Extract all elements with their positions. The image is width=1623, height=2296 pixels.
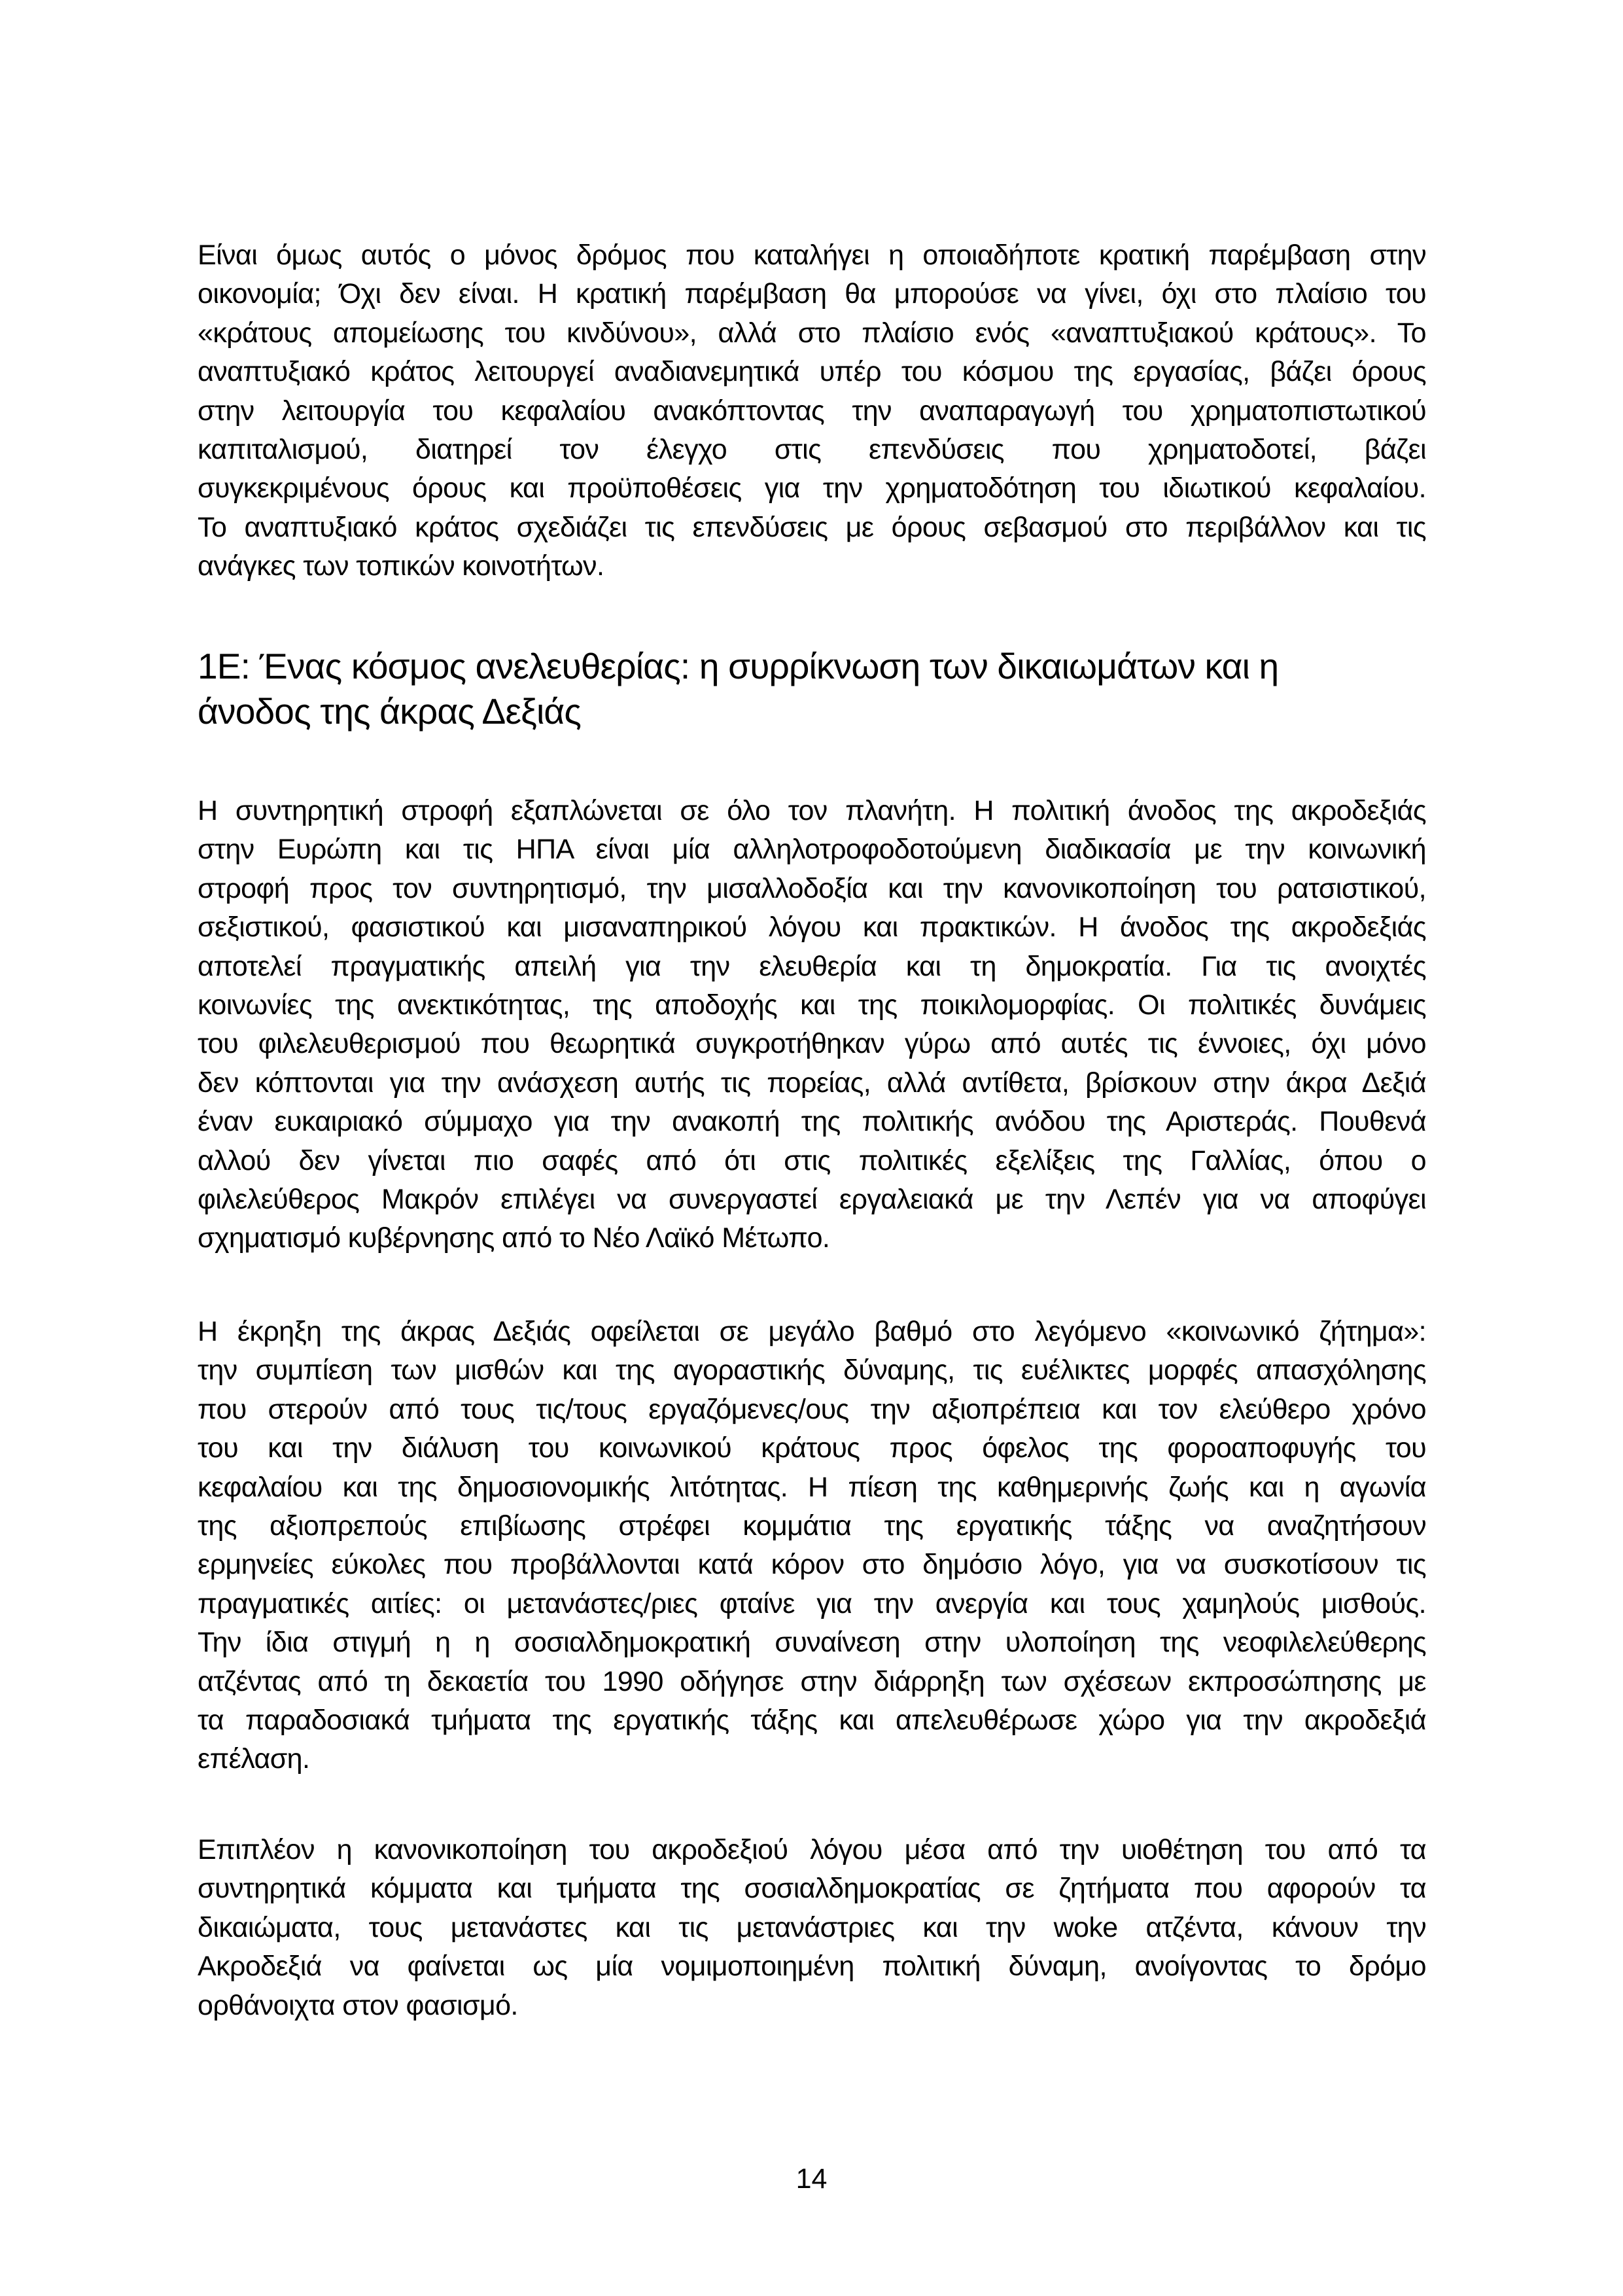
text-line: ανάγκες των τοπικών κοινοτήτων.: [198, 550, 604, 582]
text-line: Το αναπτυξιακό κράτος σχεδιάζει τις επενδύσεις με όρους σεβασμού στο περιβάλλον και τις: [198, 511, 1426, 543]
text-line: Την ίδια στιγμή η η σοσιαλδημοκρατική συναίνεση στην υλοποίηση της νεοφιλελεύθερης: [198, 1627, 1426, 1659]
text-line: αναπτυξιακό κράτος λειτουργεί αναδιανεμητικά υπέρ του κόσμου της εργασίας, βάζει όρους: [198, 356, 1426, 388]
text-line: κεφαλαίου και της δημοσιονομικής λιτότητας. Η πίεση της καθημερινής ζωής και η αγωνία: [198, 1471, 1426, 1503]
text-line: στροφή προς τον συντηρητισμό, την μισαλλοδοξία και την κανονικοποίηση του ρατσιστικού,: [198, 872, 1426, 904]
text-line: του και την διάλυση του κοινωνικού κράτους προς όφελος της φοροαποφυγής του: [198, 1432, 1426, 1464]
text-line: Η συντηρητική στροφή εξαπλώνεται σε όλο τον πλανήτη. Η πολιτική άνοδος της ακροδεξιάς: [198, 795, 1426, 826]
text-line: Είναι όμως αυτός ο μόνος δρόμος που καταλήγει η οποιαδήποτε κρατική παρέμβαση στην: [198, 239, 1426, 271]
text-line: έναν ευκαιριακό σύμμαχο για την ανακοπή της πολιτικής ανόδου της Αριστεράς. Πουθενά: [198, 1106, 1426, 1138]
text-line: αποτελεί πραγματικής απειλή για την ελευθερία και τη δημοκρατία. Για τις ανοιχτές: [198, 950, 1426, 982]
paragraph-social-question: [198, 1313, 1426, 1779]
text-line: τα παραδοσιακά τμήματα της εργατικής τάξης και απελευθέρωσε χώρο για την ακροδεξιά: [198, 1704, 1426, 1736]
paragraph-developmental-state: [198, 236, 1426, 586]
text-line: που στερούν από τους τις/τους εργαζόμενες/ους την αξιοπρέπεια και τον ελεύθερο χρόνο: [198, 1393, 1426, 1425]
text-line: Επιπλέον η κανονικοποίηση του ακροδεξιού λόγου μέσα από την υιοθέτηση του από τα: [198, 1834, 1426, 1865]
text-line: της αξιοπρεπούς επιβίωσης στρέφει κομμάτια της εργατικής τάξης να αναζητήσουν: [198, 1510, 1426, 1542]
text-line: συντηρητικά κόμματα και τμήματα της σοσιαλδημοκρατίας σε ζητήματα που αφορούν τα: [198, 1873, 1426, 1905]
text-line: του φιλελευθερισμού που θεωρητικά συγκροτήθηκαν γύρω από αυτές τις έννοιες, όχι μόνο: [198, 1028, 1426, 1060]
text-line: δεν κόπτονται για την ανάσχεση αυτής τις πορείας, αλλά αντίθετα, βρίσκουν στην άκρα Δεξιά: [198, 1067, 1426, 1099]
heading-line: 1Ε: Ένας κόσμος ανελευθερίας: η συρρίκνωση των δικαιωμάτων και η: [198, 646, 1279, 686]
text-line: δικαιώματα, τους μετανάστες και τις μετανάστριες και την woke ατζέντα, κάνουν την: [198, 1911, 1426, 1943]
text-line: Η έκρηξη της άκρας Δεξιάς οφείλεται σε μεγάλο βαθμό στο λεγόμενο «κοινωνικό ζήτημα»:: [198, 1316, 1426, 1347]
text-line: οικονομία; Όχι δεν είναι. Η κρατική παρέμβαση θα μπορούσε να γίνει, όχι στο πλαίσιο του: [198, 278, 1426, 310]
paragraph-normalization: [198, 1831, 1426, 2025]
text-line: «κράτους απομείωσης του κινδύνου», αλλά στο πλαίσιο ενός «αναπτυξιακού κράτους». Το: [198, 317, 1426, 349]
text-line: στην λειτουργία του κεφαλαίου ανακόπτοντας την αναπαραγωγή του χρηματοπιστωτικού: [198, 395, 1426, 427]
text-line: ατζέντας από τη δεκαετία του 1990 οδήγησε στην διάρρηξη των σχέσεων εκπροσώπησης με: [198, 1665, 1426, 1697]
text-line: σχηματισμό κυβέρνησης από το Νέο Λαϊκό Μέτωπο.: [198, 1222, 830, 1254]
text-line: ερμηνείες εύκολες που προβάλλονται κατά κόρον στο δημόσιο λόγο, για να συσκοτίσουν τις: [198, 1549, 1426, 1581]
text-line: ορθάνοιχτα στον φασισμό.: [198, 1989, 518, 2021]
text-line: καπιταλισμού, διατηρεί τον έλεγχο στις επενδύσεις που χρηματοδοτεί, βάζει: [198, 433, 1426, 465]
text-line: πραγματικές αιτίες: οι μετανάστες/ριες φταίνε για την ανεργία και τους χαμηλούς μισθούς.: [198, 1587, 1426, 1619]
section-heading: [198, 644, 1426, 734]
text-line: σεξιστικού, φασιστικού και μισαναπηρικού λόγου και πρακτικών. Η άνοδος της ακροδεξιάς: [198, 911, 1426, 944]
text-line: στην Ευρώπη και τις ΗΠΑ είναι μία αλληλοτροφοδοτούμενη διαδικασία με την κοινωνική: [198, 834, 1426, 866]
text-line: την συμπίεση των μισθών και της αγοραστικής δύναμης, τις ευέλικτες μορφές απασχόλησης: [198, 1354, 1426, 1386]
heading-line: άνοδος της άκρας Δεξιάς: [198, 691, 582, 732]
text-line: φιλελεύθερος Μακρόν επιλέγει να συνεργαστεί εργαλειακά με την Λεπέν για να αποφύγει: [198, 1183, 1426, 1215]
text-line: Ακροδεξιά να φαίνεται ως μία νομιμοποιημένη πολιτική δύναμη, ανοίγοντας το δρόμο: [198, 1951, 1426, 1983]
text-line: κοινωνίες της ανεκτικότητας, της αποδοχής και της ποικιλομορφίας. Οι πολιτικές δυνάμεις: [198, 989, 1426, 1021]
text-line: αλλού δεν γίνεται πιο σαφές από ότι στις πολιτικές εξελίξεις της Γαλλίας, όπου ο: [198, 1144, 1426, 1176]
paragraph-conservative-turn: [198, 792, 1426, 1258]
text-line: συγκεκριμένους όρους και προϋποθέσεις για την χρηματοδότηση του ιδιωτικού κεφαλαίου.: [198, 472, 1426, 504]
text-line: επέλαση.: [198, 1743, 310, 1775]
page-number: 14: [795, 2163, 828, 2195]
